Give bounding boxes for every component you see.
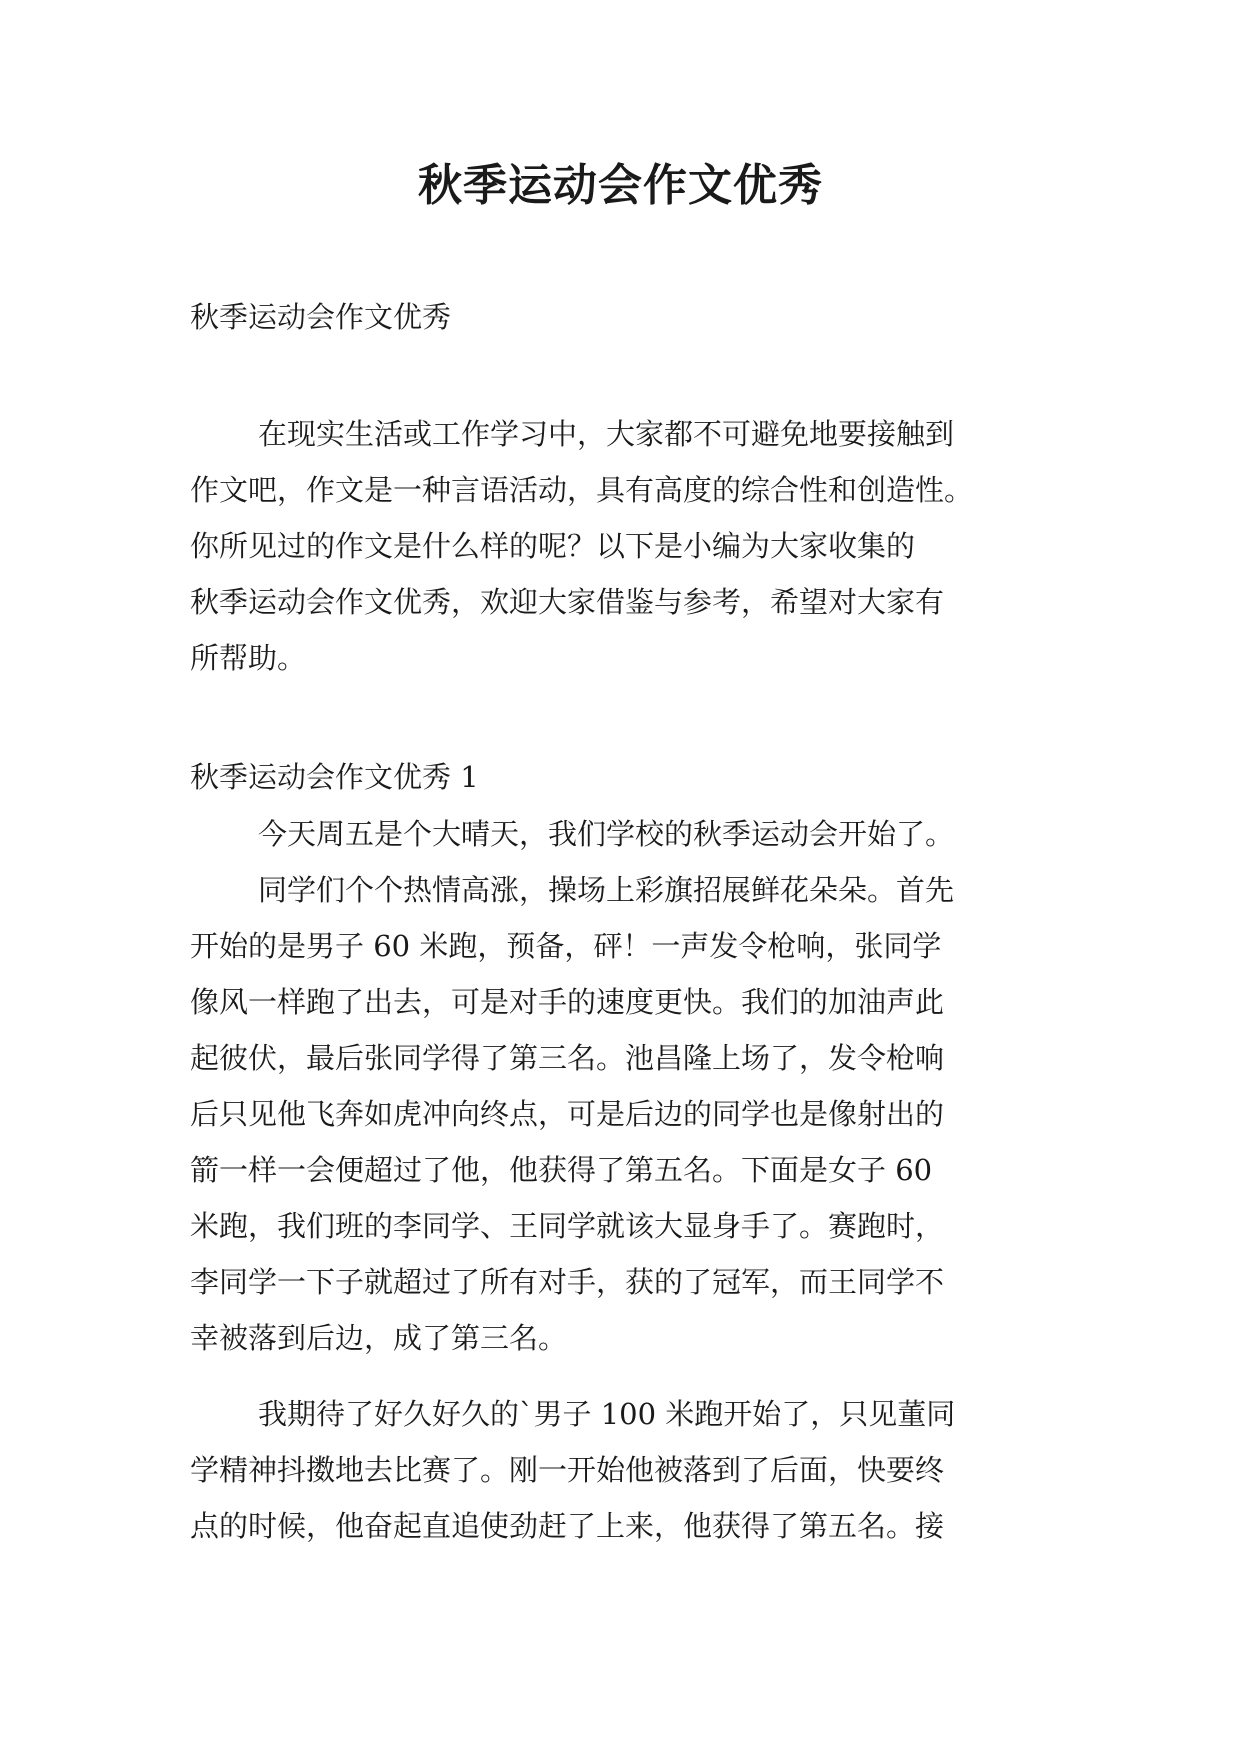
section-heading: 秋季运动会作文优秀 1 [190,760,479,794]
intro-line: 作文吧，作文是一种言语活动，具有高度的综合性和创造性。 [190,473,974,507]
document-subtitle: 秋季运动会作文优秀 [190,300,452,334]
body-line: 起彼伏，最后张同学得了第三名。池昌隆上场了，发令枪响 [190,1041,945,1075]
intro-line: 你所见过的作文是什么样的呢？以下是小编为大家收集的 [190,529,916,563]
document-title: 秋季运动会作文优秀 [418,160,823,211]
body-line: 今天周五是个大晴天，我们学校的秋季运动会开始了。 [258,817,955,851]
body-line: 后只见他飞奔如虎冲向终点，可是后边的同学也是像射出的 [190,1097,945,1131]
intro-line: 所帮助。 [190,641,307,675]
body-line: 箭一样一会便超过了他，他获得了第五名。下面是女子 60 [190,1153,933,1187]
body-line: 米跑，我们班的李同学、王同学就该大显身手了。赛跑时， [190,1209,945,1243]
body-line: 我期待了好久好久的`男子 100 米跑开始了，只见董同 [258,1397,956,1431]
body-line: 开始的是男子 60 米跑，预备，砰！一声发令枪响，张同学 [190,929,942,963]
body-line: 同学们个个热情高涨，操场上彩旗招展鲜花朵朵。首先 [258,873,955,907]
body-line: 李同学一下子就超过了所有对手，获的了冠军，而王同学不 [190,1265,945,1299]
body-line: 学精神抖擞地去比赛了。刚一开始他被落到了后面，快要终 [190,1453,945,1487]
intro-line: 秋季运动会作文优秀，欢迎大家借鉴与参考，希望对大家有 [190,585,945,619]
body-line: 点的时候，他奋起直追使劲赶了上来，他获得了第五名。接 [190,1509,945,1543]
body-line: 像风一样跑了出去，可是对手的速度更快。我们的加油声此 [190,985,945,1019]
intro-line: 在现实生活或工作学习中，大家都不可避免地要接触到 [258,417,955,451]
body-line: 幸被落到后边，成了第三名。 [190,1321,568,1355]
